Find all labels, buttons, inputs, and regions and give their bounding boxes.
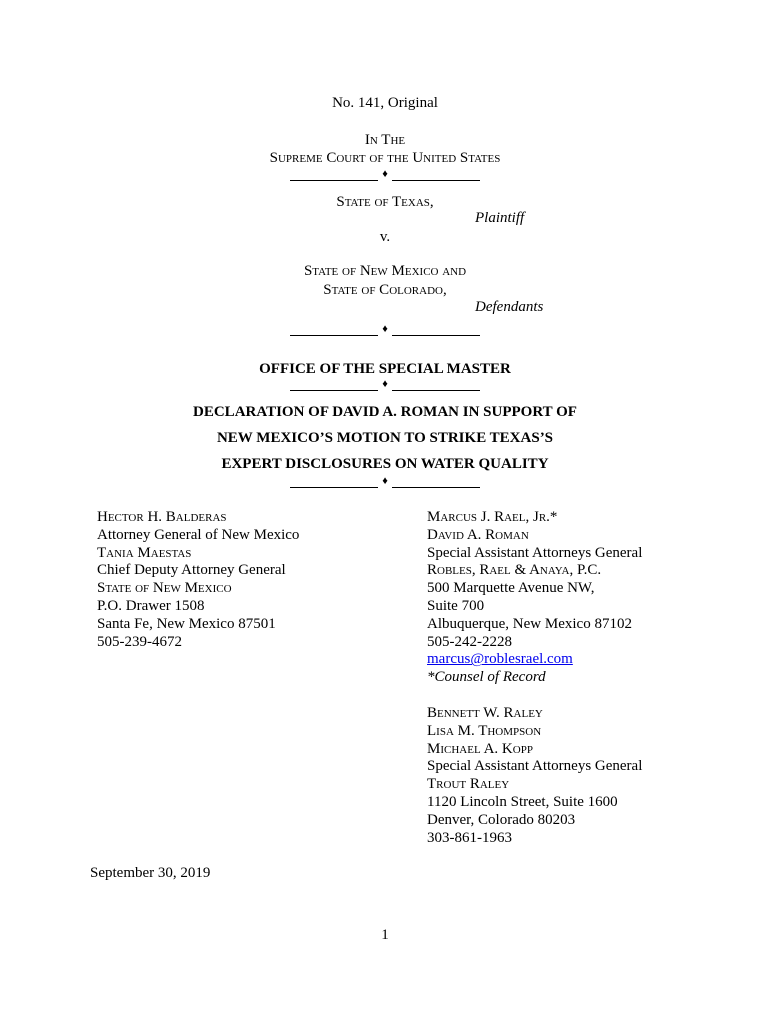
- separator-3: [290, 377, 480, 391]
- plaintiff-name: State of Texas,: [336, 194, 434, 210]
- office-heading: OFFICE OF THE SPECIAL MASTER: [259, 361, 511, 377]
- counsel-block-trout-raley: [427, 705, 642, 847]
- separator-rule-right: [392, 487, 480, 488]
- separator-rule-left: [290, 390, 378, 391]
- counsel-firm: Robles, Rael & Anaya, P.C.: [427, 562, 602, 579]
- defendant-role: Defendants: [475, 299, 544, 315]
- diamond-icon: ♦: [382, 475, 388, 487]
- counsel-title: Special Assistant Attorneys General: [427, 758, 643, 775]
- declaration-title-line-1: DECLARATION OF DAVID A. ROMAN IN SUPPORT OF: [193, 404, 577, 420]
- diamond-icon: ♦: [382, 378, 388, 390]
- declaration-title-line-3: EXPERT DISCLOSURES ON WATER QUALITY: [221, 456, 549, 472]
- counsel-address: 500 Marquette Avenue NW,: [427, 580, 595, 597]
- defendant-line-1: State of New Mexico and: [303, 263, 467, 279]
- counsel-block-robles: [427, 509, 642, 687]
- separator-1: [290, 167, 480, 181]
- counsel-name: Hector H. Balderas: [97, 509, 227, 525]
- counsel-name: Michael A. Kopp: [427, 740, 533, 757]
- counsel-city: Santa Fe, New Mexico 87501: [97, 615, 276, 632]
- defendant-line-2: State of Colorado,: [323, 282, 447, 298]
- declaration-title-line-2: NEW MEXICO’S MOTION TO STRIKE TEXAS’S: [216, 430, 554, 446]
- counsel-title: Attorney General of New Mexico: [97, 526, 300, 543]
- counsel-phone: 303-861-1963: [427, 829, 512, 846]
- counsel-city: Denver, Colorado 80203: [427, 811, 576, 828]
- separator-rule-right: [392, 180, 480, 181]
- separator-rule-right: [392, 390, 480, 391]
- counsel-phone: 505-239-4672: [97, 633, 182, 650]
- case-number: No. 141, Original: [332, 95, 438, 111]
- separator-rule-left: [290, 487, 378, 488]
- court-line-2: Supreme Court of the United States: [269, 150, 501, 166]
- diamond-icon: ♦: [382, 323, 388, 335]
- email-link[interactable]: marcus@roblesrael.com: [427, 651, 573, 668]
- page-number: 1: [381, 927, 389, 943]
- counsel-suite: Suite 700: [427, 597, 485, 614]
- counsel-name: Bennett W. Raley: [427, 705, 543, 721]
- separator-rule-left: [290, 180, 378, 181]
- counsel-phone: 505-242-2228: [427, 633, 512, 650]
- filing-date: September 30, 2019: [90, 865, 211, 881]
- separator-rule-left: [290, 335, 378, 336]
- plaintiff-role: Plaintiff: [475, 210, 525, 226]
- counsel-organization: State of New Mexico: [97, 580, 232, 597]
- counsel-name: Tania Maestas: [97, 544, 192, 561]
- versus: v.: [379, 229, 391, 245]
- diamond-icon: ♦: [382, 168, 388, 180]
- counsel-block-new-mexico: [97, 509, 299, 651]
- counsel-name: Marcus J. Rael, Jr.*: [427, 509, 558, 525]
- separator-rule-right: [392, 335, 480, 336]
- counsel-title: Chief Deputy Attorney General: [97, 562, 286, 579]
- separator-2: [290, 322, 480, 336]
- court-line-1: In The: [364, 132, 406, 148]
- counsel-city: Albuquerque, New Mexico 87102: [427, 615, 632, 632]
- counsel-address: 1120 Lincoln Street, Suite 1600: [427, 793, 618, 810]
- counsel-title: Special Assistant Attorneys General: [427, 544, 643, 561]
- counsel-name: David A. Roman: [427, 526, 529, 543]
- counsel-name: Lisa M. Thompson: [427, 722, 542, 739]
- counsel-address: P.O. Drawer 1508: [97, 597, 205, 614]
- counsel-of-record-note: *Counsel of Record: [427, 669, 546, 686]
- separator-4: [290, 474, 480, 488]
- counsel-firm: Trout Raley: [427, 776, 510, 793]
